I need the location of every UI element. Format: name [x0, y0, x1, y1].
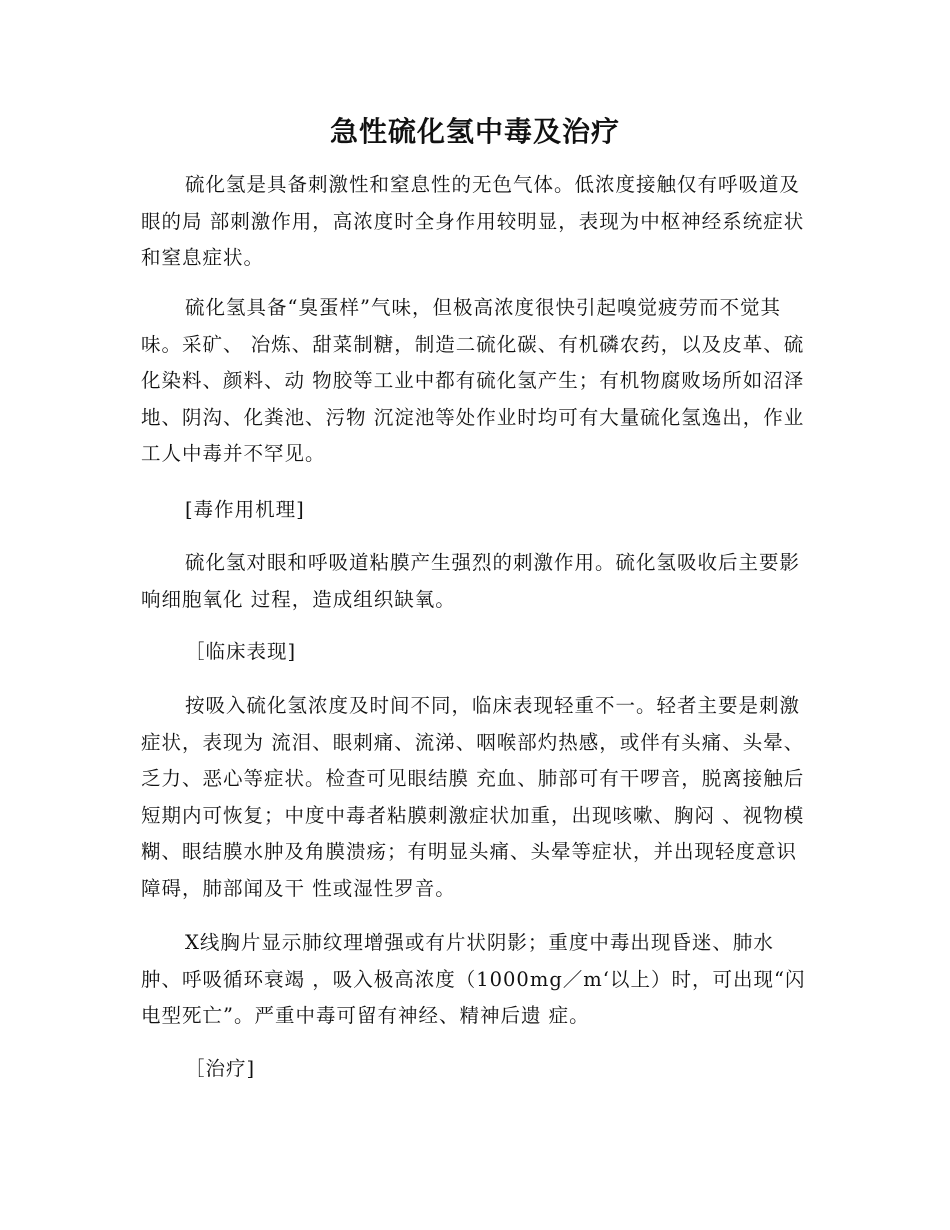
section-heading-mechanism: [毒作用机理]: [185, 498, 305, 521]
paragraph-clinical: 按吸入硫化氢浓度及时间不同，临床表现轻重不一。轻者主要是刺激症状，表现为 流泪、眼刺痛、流涕、咽喉部灼热感，或伴有头痛、头晕、乏力、恶心等症状。检查可见眼结膜 充血、肺部可有干啰音，脱离接触后短期内可恢复；中度中毒者粘膜刺激症状加重，出现咳嗽、胸闷 、视物模糊、眼结膜水肿及角膜溃疡；有明显头痛、头晕等症状，并出现轻度意识障碍，肺部闻及干 性或湿性罗音。: [141, 694, 805, 900]
paragraph-sources: 硫化氢具备“臭蛋样”气味，但极高浓度很快引起嗅觉疲劳而不觉其味。采矿、 冶炼、甜菜制糖，制造二硫化碳、有机磷农药，以及皮革、硫化染料、颜料、动 物胶等工业中都有硫化氢产生；有机物腐败场所如沼泽地、阴沟、化粪池、污物 沉淀池等处作业时均可有大量硫化氢逸出，作业工人中毒并不罕见。: [141, 296, 805, 465]
section-heading-clinical: ［临床表现]: [185, 640, 297, 663]
section-heading-treatment: ［治疗]: [185, 1057, 256, 1080]
paragraph-xray: X线胸片显示肺纹理增强或有片状阴影；重度中毒出现昏迷、肺水肿、呼吸循环衰竭 ，吸入极高浓度（1000mg／m‘以上）时，可出现“闪电型死亡”。严重中毒可留有神经、精神后遗 症。: [141, 931, 806, 1027]
document-title: 急性硫化氢中毒及治疗: [329, 115, 620, 148]
paragraph-mechanism: 硫化氢对眼和呼吸道粘膜产生强烈的刺激作用。硫化氢吸收后主要影响细胞氧化 过程，造成组织缺氧。: [141, 551, 801, 611]
paragraph-intro: 硫化氢是具备刺激性和窒息性的无色气体。低浓度接触仅有呼吸道及眼的局 部刺激作用，高浓度时全身作用较明显，表现为中枢神经系统症状和窒息症状。: [141, 173, 805, 269]
